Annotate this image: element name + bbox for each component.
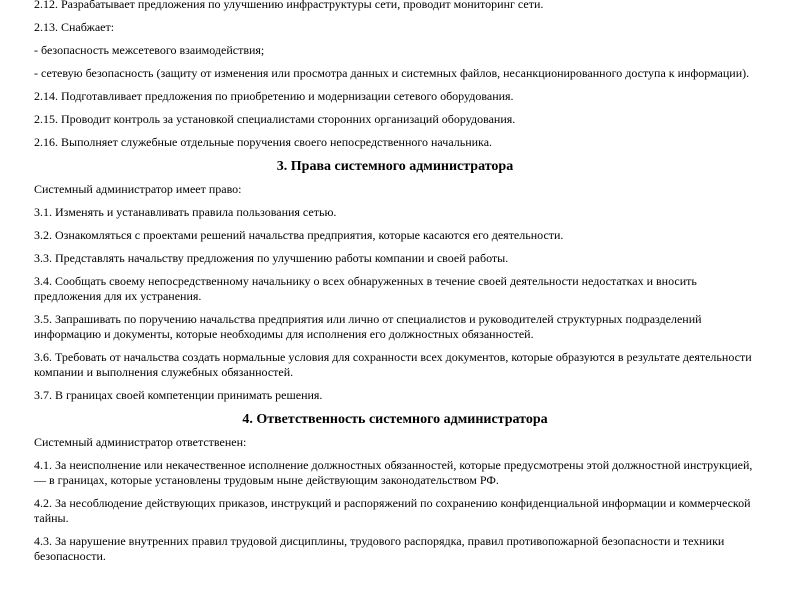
paragraph-3-1: 3.1. Изменять и устанавливать правила пользования сетью. <box>34 205 337 219</box>
paragraph-4-3: 4.3. За нарушение внутренних правил трудовой дисциплины, трудового распорядка, правил противопожарной безопасности и техники безопасности. <box>34 534 725 563</box>
paragraph-3-2: 3.2. Ознакомляться с проектами решений начальства предприятия, которые касаются его деятельности. <box>34 228 564 242</box>
paragraph-3-4: 3.4. Сообщать своему непосредственному начальнику о всех обнаруженных в течение своей деятельности недостатках и вносить предложения для их устранения. <box>34 274 697 303</box>
paragraph-3-6: 3.6. Требовать от начальства создать нормальные условия для сохранности всех документов, которые образуются в результате деятельности компании и выполнения служебных обязанностей. <box>34 350 752 379</box>
paragraph-2-13-item-1: - безопасность межсетевого взаимодействия; <box>34 43 265 57</box>
paragraph-3-3: 3.3. Представлять начальству предложения по улучшению работы компании и своей работы. <box>34 251 509 265</box>
section-4-heading: 4. Ответственность системного администратора <box>242 412 548 427</box>
paragraph-2-14: 2.14. Подготавливает предложения по приобретению и модернизации сетевого оборудования. <box>34 89 514 103</box>
paragraph-2-15: 2.15. Проводит контроль за установкой специалистами сторонних организаций оборудования. <box>34 112 516 126</box>
section-4-intro: Системный администратор ответственен: <box>34 435 247 449</box>
paragraph-4-2: 4.2. За несоблюдение действующих приказов, инструкций и распоряжений по сохранению конфиденциальной информации и коммерческой тайны. <box>34 496 751 525</box>
paragraph-3-7: 3.7. В границах своей компетенции принимать решения. <box>34 388 323 402</box>
paragraph-2-13: 2.13. Снабжает: <box>34 20 115 34</box>
paragraph-4-1: 4.1. За неисполнение или некачественное исполнение должностных обязанностей, которые предусмотрены этой должностной инструкцией, — в границах, которые установлены трудовым ныне действующим законодательством РФ. <box>34 458 753 487</box>
document-page <box>34 0 756 572</box>
section-3-heading: 3. Права системного администратора <box>276 159 514 174</box>
paragraph-3-5: 3.5. Запрашивать по поручению начальства предприятия или лично от специалистов и руководителей структурных подразделений информацию и документы, которые необходимы для исполнения его должностных обязанностей. <box>34 312 702 341</box>
paragraph-2-13-item-2: - сетевую безопасность (защиту от изменения или просмотра данных и системных файлов, несанкционированного доступа к информации). <box>34 66 750 80</box>
section-3-intro: Системный администратор имеет право: <box>34 182 242 196</box>
paragraph-2-12: 2.12. Разрабатывает предложения по улучшению инфраструктуры сети, проводит мониторинг сети. <box>34 0 544 11</box>
paragraph-2-16: 2.16. Выполняет служебные отдельные поручения своего непосредственного начальника. <box>34 135 493 149</box>
